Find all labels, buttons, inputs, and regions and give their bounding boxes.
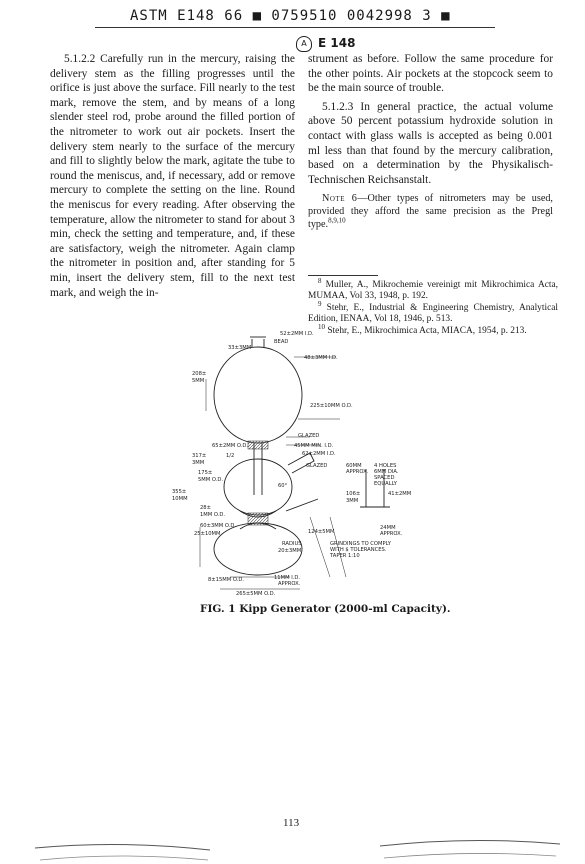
label-d106b: 3MM (346, 498, 359, 504)
note-6 (308, 193, 553, 231)
label-d28: 28± (200, 505, 211, 511)
footnote-rule (308, 275, 378, 276)
page-edge-decoration (0, 830, 585, 864)
label-d52: 52±2MM I.D. (280, 331, 314, 337)
figure-caption: FIG. 1 Kipp Generator (2000-ml Capacity). (200, 603, 451, 615)
label-approx2: APPROX. (380, 531, 403, 537)
label-d8: 8±15MM O.D. (208, 577, 245, 583)
page-number: 113 (283, 817, 300, 829)
label-d41: 41±2MM (388, 491, 412, 497)
label-approx3: APPROX. (278, 581, 301, 587)
label-bead: BEAD (274, 339, 289, 345)
label-d225: 225±10MM O.D. (310, 403, 353, 409)
label-d33: 33±3MM (228, 345, 252, 351)
label-d175b: 5MM O.D. (198, 477, 224, 483)
note-text: —Other types of nitrometers may be used, provided they afford the same precision as the Pregl type. (308, 193, 553, 230)
paragraph-5-1-2-3: 5.1.2.3 In general practice, the actual volume above 50 percent potassium hydroxide solution in contact with glass walls is accepted as being 0.001 ml less than that found by the mercury calibration, based on a determination by the Physikalisch-Technischen Reichsanstalt. (308, 100, 553, 186)
label-d48: 48±3MM I.D. (304, 355, 338, 361)
footnote-number: 9 (318, 299, 322, 308)
right-column (308, 52, 553, 231)
footnote-text: Muller, A., Mikrochemie vereinigt mit Mikrochimica Acta, MUMAA, Vol 33, 1948, p. 192. (308, 280, 559, 302)
label-d25: 25±10MM (194, 531, 221, 537)
label-d355: 355± (172, 489, 187, 495)
footnote-text: Stehr, E., Mikrochimica Acta, MIACA, 1954, p. 213. (327, 325, 527, 336)
note-label: Note 6 (322, 193, 358, 205)
paragraph-5-1-2-2: 5.1.2.2 Carefully run in the mercury, raising the delivery stem as the filling progresses until the orifice is just above the surface. Fill nearly to the test mark, remove the stem, and by means of a long slender steel rod, probe around the filled portion of the nitrometer to work out air pockets. Insert the delivery stem nearly to the surface of the mercury and fill to slightly below the mark, agitate the tube to round the meniscus, and, if necessary, add or remove mercury to complete the setting on the line. Round the meniscus for every reading. After observing the temperature, allow the nitrometer to stand for about 3 min, check the setting and temperature, and, if these are satisfactory, weigh the nitrometer. Again clamp the nitrometer in position and, after standing for 5 min, insert the delivery stem, fill to the next test mark, and weigh the in- (50, 53, 295, 299)
label-d265: 265±5MM O.D. (236, 591, 276, 597)
label-d317b: 3MM (192, 460, 205, 466)
label-d45: 45MM MIN. I.D. (294, 443, 334, 449)
label-holes1: 4 HOLES (374, 463, 397, 469)
label-d355b: 10MM (172, 496, 188, 502)
label-grind3: TAPER 1:10 (330, 553, 360, 559)
label-d11: 11MM I.D. (274, 575, 301, 581)
side-tube-lower (286, 499, 318, 511)
label-d20: 20±3MM (278, 548, 302, 554)
kipp-generator-diagram (170, 327, 430, 599)
footnote-number: 10 (318, 322, 325, 331)
paragraph-continuation: strument as before. Follow the same procedure for the other points. Air pockets at the stopcock seem to be the main source of trouble. (308, 53, 553, 95)
label-d317: 317± (192, 453, 207, 459)
label-glazed1: GLAZED (298, 433, 320, 439)
label-grind2: WITH $ TOLERANCES. (330, 547, 387, 553)
upper-bulb (214, 347, 302, 443)
label-glazed2: GLAZED (306, 463, 328, 469)
note-refs: 8,9,10 (328, 216, 346, 225)
label-d60deg: 60° (278, 483, 288, 489)
standard-designation: E 148 (318, 36, 356, 50)
label-frac: 1/2 (226, 453, 235, 459)
label-d208b: 5MM (192, 378, 205, 384)
label-holes3: SPACED (374, 475, 395, 481)
astm-logo-icon: A (296, 36, 312, 52)
document-code-header: ASTM E148 66 ■ 0759510 0042998 3 ■ (130, 8, 451, 24)
header-rule (95, 27, 495, 28)
label-d175: 175± (198, 470, 213, 476)
footnote-text: Stehr, E., Industrial & Engineering Chemistry, Analytical Edition, IENAA, Vol 18, 1946, p. 513. (308, 302, 558, 325)
label-d106: 106± (346, 491, 361, 497)
label-holes2: 6MM DIA. (374, 469, 399, 475)
kipp-generator-figure (170, 327, 430, 604)
label-d208: 208± (192, 371, 207, 377)
central-stem (254, 443, 262, 495)
top-neck (252, 339, 264, 347)
label-d62: 62±2MM I.D. (302, 451, 336, 457)
left-column (50, 52, 295, 304)
label-d60od: 60±3MM O.D. (200, 523, 237, 529)
label-approx1: APPROX. (346, 469, 369, 475)
label-radius: RADIUS (282, 541, 302, 547)
footnote-number: 8 (318, 276, 322, 285)
label-grind1: GRINDINGS TO COMPLY (330, 541, 391, 547)
label-holes4: EQUALLY (374, 481, 397, 487)
label-d28b: 1MM O.D. (200, 512, 226, 518)
footnote-8 (308, 276, 559, 303)
label-d60mm: 60MM (346, 463, 362, 469)
label-d24: 24MM (380, 525, 396, 531)
label-d124: 124±5MM (308, 529, 335, 535)
label-d65: 65±2MM O.D. (212, 443, 249, 449)
footnote-9 (308, 299, 558, 326)
